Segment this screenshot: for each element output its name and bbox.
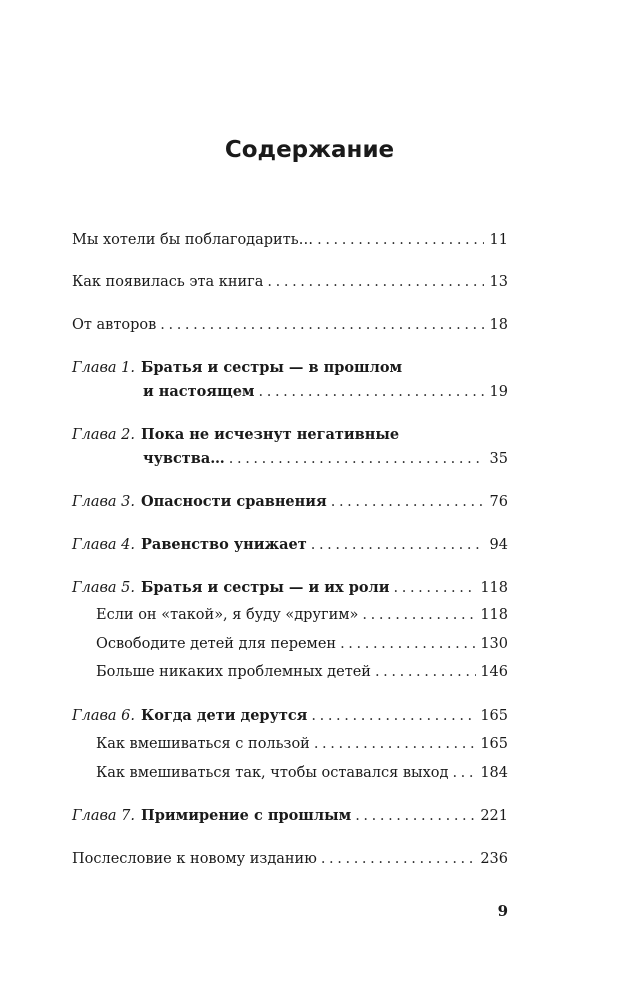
leader-dots — [394, 576, 477, 600]
chapter-prefix: Глава 2. — [72, 427, 136, 443]
chapter-prefix: Глава 3. — [72, 494, 136, 510]
toc-entry-title: Больше никаких проблемных детей — [96, 664, 371, 680]
leader-dots — [314, 732, 476, 756]
toc-entry-title: Мы хотели бы поблагодарить… — [72, 232, 314, 248]
toc-entry-page: 118 — [480, 607, 508, 623]
leader-dots — [362, 603, 476, 627]
toc-entry-chapter-5 — [72, 576, 508, 600]
leader-dots — [340, 632, 476, 656]
toc-entry-page: 146 — [480, 664, 508, 680]
toc-entry-chapter-7 — [72, 804, 508, 828]
toc-entry-page: 221 — [480, 808, 508, 824]
page-number: 9 — [497, 902, 508, 920]
leader-dots — [355, 804, 476, 828]
toc-entry-title: Как появилась эта книга — [72, 274, 264, 290]
toc-entry-title: Равенство унижает — [141, 536, 307, 553]
toc-entry-chapter-3 — [72, 490, 508, 514]
toc-entry-title-cont: чувства… — [143, 450, 225, 467]
leader-dots — [375, 660, 476, 684]
toc-entry-page: 76 — [489, 494, 508, 510]
toc-entry-page: 236 — [480, 851, 508, 867]
toc-entry-title: Когда дети дерутся — [141, 707, 308, 724]
toc-entry-how-book-appeared — [72, 270, 508, 294]
page-title: Содержание — [224, 137, 395, 163]
toc-entry-chapter-4 — [72, 533, 508, 557]
leader-dots — [160, 313, 484, 337]
chapter-prefix: Глава 1. — [72, 360, 136, 376]
leader-dots — [267, 270, 484, 294]
toc-entry-page: 165 — [480, 736, 508, 752]
toc-entry-chapter-2 — [72, 423, 508, 447]
toc-entry-page: 13 — [489, 274, 508, 290]
toc-entry-page: 11 — [489, 232, 508, 248]
toc-entry-page: 184 — [480, 765, 508, 781]
leader-dots — [331, 490, 484, 514]
toc-subentry — [96, 660, 508, 684]
toc-entry-page: 94 — [489, 537, 508, 553]
toc-entry-chapter-2-cont — [143, 447, 508, 471]
toc-entry-title: Братья и сестры — в прошлом — [141, 359, 403, 376]
toc-entry-chapter-6 — [72, 704, 508, 728]
toc-subentry — [96, 761, 508, 785]
toc-entry-title: Как вмешиваться так, чтобы оставался выход — [96, 765, 449, 781]
toc-entry-page: 118 — [480, 580, 508, 596]
leader-dots — [452, 761, 476, 785]
toc-entry-title: Послесловие к новому изданию — [72, 851, 317, 867]
toc-entry-from-authors — [72, 313, 508, 337]
toc-entry-title: Опасности сравнения — [141, 493, 327, 510]
toc-subentry — [96, 632, 508, 656]
toc-entry-page: 130 — [480, 636, 508, 652]
leader-dots — [259, 380, 484, 404]
toc-entry-acknowledgements — [72, 228, 508, 252]
toc-entry-title: Примирение с прошлым — [141, 807, 352, 824]
toc-entry-title: Братья и сестры — и их роли — [141, 579, 390, 596]
toc-subentry — [96, 603, 508, 627]
toc-entry-page: 19 — [489, 384, 508, 400]
leader-dots — [311, 533, 484, 557]
chapter-prefix: Глава 6. — [72, 708, 136, 724]
toc-entry-page: 18 — [489, 317, 508, 333]
leader-dots — [229, 447, 484, 471]
toc-entry-title: Как вмешиваться с пользой — [96, 736, 310, 752]
toc-entry-title-cont: и настоящем — [143, 383, 255, 400]
leader-dots — [311, 704, 476, 728]
chapter-prefix: Глава 7. — [72, 808, 136, 824]
chapter-prefix: Глава 4. — [72, 537, 136, 553]
chapter-prefix: Глава 5. — [72, 580, 136, 596]
toc-entry-title: Если он «такой», я буду «другим» — [96, 607, 359, 623]
toc-subentry — [96, 732, 508, 756]
toc-entry-title: Пока не исчезнут негативные — [141, 426, 400, 443]
leader-dots — [321, 847, 476, 871]
toc-entry-chapter-1-cont — [143, 380, 508, 404]
toc-entry-page: 165 — [480, 708, 508, 724]
toc-entry-title: От авторов — [72, 317, 157, 333]
toc-entry-afterword — [72, 847, 508, 871]
toc-entry-chapter-1 — [72, 356, 508, 380]
toc-entry-page: 35 — [489, 451, 508, 467]
leader-dots — [317, 228, 484, 252]
toc-entry-title: Освободите детей для перемен — [96, 636, 337, 652]
